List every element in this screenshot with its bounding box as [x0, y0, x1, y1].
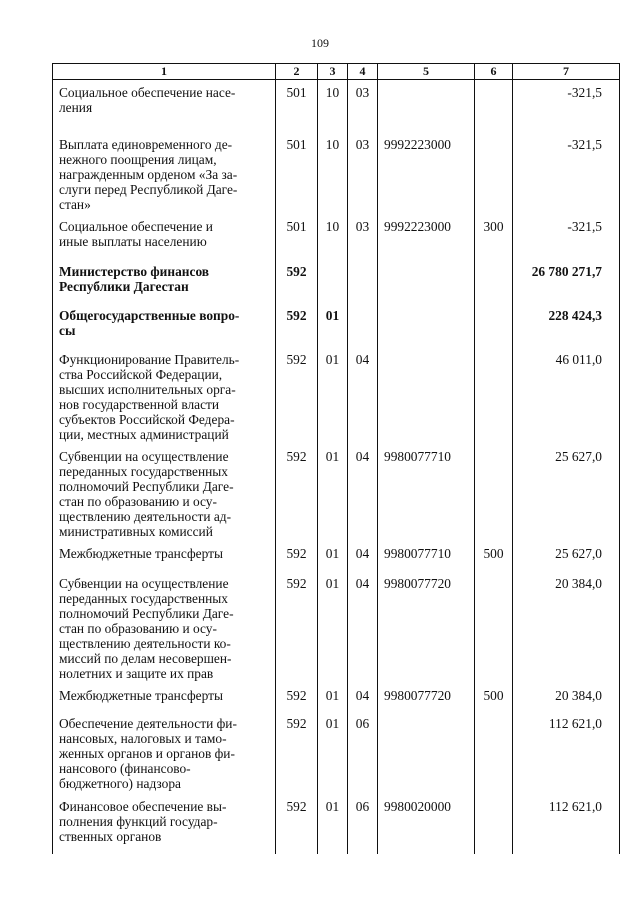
table-row	[53, 132, 620, 214]
row-admin-code: 501	[276, 132, 318, 214]
row-amount: 112 621,0	[513, 711, 620, 794]
header-col-1: 1	[53, 64, 276, 80]
row-target-item: 9992223000	[378, 214, 475, 259]
table-row	[53, 259, 620, 303]
table-row	[53, 541, 620, 571]
row-amount: 228 424,3	[513, 303, 620, 347]
row-subsection: 06	[348, 711, 378, 794]
row-amount: -321,5	[513, 132, 620, 214]
row-target-item: 9980077710	[378, 444, 475, 541]
header-col-6: 6	[475, 64, 513, 80]
row-name: Финансовое обеспечение вы- полнения функций государ- ственных органов	[53, 794, 276, 854]
row-name: Субвенции на осуществление переданных государственных полномочий Республики Даге- стан по образованию и осу- ществлению деятельности ко- миссий по делам несовершен- нолетних и защите их прав	[53, 571, 276, 683]
row-admin-code: 592	[276, 711, 318, 794]
row-amount: 25 627,0	[513, 541, 620, 571]
row-admin-code: 501	[276, 214, 318, 259]
row-subsection: 03	[348, 214, 378, 259]
row-section: 10	[318, 214, 348, 259]
header-row	[53, 64, 620, 80]
row-subsection: 04	[348, 571, 378, 683]
row-section: 10	[318, 132, 348, 214]
row-expense-type	[475, 303, 513, 347]
header-col-5: 5	[378, 64, 475, 80]
table-row	[53, 711, 620, 794]
row-target-item	[378, 80, 475, 133]
row-subsection	[348, 303, 378, 347]
row-expense-type	[475, 259, 513, 303]
row-target-item: 9980077720	[378, 571, 475, 683]
row-amount: -321,5	[513, 214, 620, 259]
row-target-item: 9980077710	[378, 541, 475, 571]
row-expense-type	[475, 794, 513, 854]
header-col-2: 2	[276, 64, 318, 80]
row-section: 01	[318, 794, 348, 854]
row-expense-type	[475, 347, 513, 444]
row-subsection: 03	[348, 80, 378, 133]
table-row	[53, 347, 620, 444]
row-amount: 112 621,0	[513, 794, 620, 854]
row-admin-code: 592	[276, 444, 318, 541]
row-subsection: 04	[348, 541, 378, 571]
row-expense-type	[475, 80, 513, 133]
row-section: 01	[318, 683, 348, 711]
row-amount: -321,5	[513, 80, 620, 133]
row-name: Министерство финансов Республики Дагестан	[53, 259, 276, 303]
row-admin-code: 592	[276, 541, 318, 571]
row-expense-type: 300	[475, 214, 513, 259]
row-expense-type: 500	[475, 541, 513, 571]
row-target-item	[378, 347, 475, 444]
row-target-item	[378, 303, 475, 347]
header-col-7: 7	[513, 64, 620, 80]
row-amount: 25 627,0	[513, 444, 620, 541]
row-admin-code: 592	[276, 571, 318, 683]
row-section: 10	[318, 80, 348, 133]
row-admin-code: 592	[276, 347, 318, 444]
budget-table	[52, 63, 620, 854]
row-section: 01	[318, 347, 348, 444]
table-row	[53, 571, 620, 683]
row-subsection: 04	[348, 444, 378, 541]
row-expense-type	[475, 132, 513, 214]
table-row	[53, 444, 620, 541]
row-subsection: 03	[348, 132, 378, 214]
row-subsection: 04	[348, 683, 378, 711]
table-row	[53, 80, 620, 133]
table-body	[53, 80, 620, 855]
row-admin-code: 592	[276, 259, 318, 303]
page-number: 109	[311, 36, 329, 50]
header-col-4: 4	[348, 64, 378, 80]
row-name: Функционирование Правитель- ства Российской Федерации, высших исполнительных орга- нов государственной власти субъектов Российской Федера- ции, местных администраций	[53, 347, 276, 444]
row-target-item	[378, 711, 475, 794]
row-amount: 20 384,0	[513, 571, 620, 683]
row-expense-type	[475, 711, 513, 794]
row-name: Выплата единовременного де- нежного поощрения лицам, награжденным орденом «За за- слуги перед Республикой Даге- стан»	[53, 132, 276, 214]
row-expense-type	[475, 444, 513, 541]
row-section: 01	[318, 711, 348, 794]
row-subsection: 04	[348, 347, 378, 444]
row-expense-type: 500	[475, 683, 513, 711]
row-name: Социальное обеспечение насе- ления	[53, 80, 276, 133]
row-amount: 26 780 271,7	[513, 259, 620, 303]
row-section: 01	[318, 541, 348, 571]
row-name: Обеспечение деятельности фи- нансовых, налоговых и тамо- женных органов и органов фи- нансового (финансово- бюджетного) надзора	[53, 711, 276, 794]
row-name: Социальное обеспечение и иные выплаты населению	[53, 214, 276, 259]
row-amount: 20 384,0	[513, 683, 620, 711]
row-admin-code: 592	[276, 683, 318, 711]
row-target-item	[378, 259, 475, 303]
row-name: Субвенции на осуществление переданных государственных полномочий Республики Даге- стан по образованию и осу- ществлению деятельности ад- министративных комиссий	[53, 444, 276, 541]
row-target-item: 9980020000	[378, 794, 475, 854]
row-subsection	[348, 259, 378, 303]
row-expense-type	[475, 571, 513, 683]
row-name: Межбюджетные трансферты	[53, 541, 276, 571]
row-section: 01	[318, 444, 348, 541]
row-amount: 46 011,0	[513, 347, 620, 444]
header-col-3: 3	[318, 64, 348, 80]
row-admin-code: 592	[276, 303, 318, 347]
row-target-item: 9980077720	[378, 683, 475, 711]
row-subsection: 06	[348, 794, 378, 854]
table-row	[53, 303, 620, 347]
row-admin-code: 501	[276, 80, 318, 133]
row-name: Общегосударственные вопро- сы	[53, 303, 276, 347]
row-admin-code: 592	[276, 794, 318, 854]
row-section	[318, 259, 348, 303]
table-row	[53, 683, 620, 711]
row-section: 01	[318, 303, 348, 347]
table-row	[53, 794, 620, 854]
table-row	[53, 214, 620, 259]
row-target-item: 9992223000	[378, 132, 475, 214]
row-name: Межбюджетные трансферты	[53, 683, 276, 711]
row-section: 01	[318, 571, 348, 683]
